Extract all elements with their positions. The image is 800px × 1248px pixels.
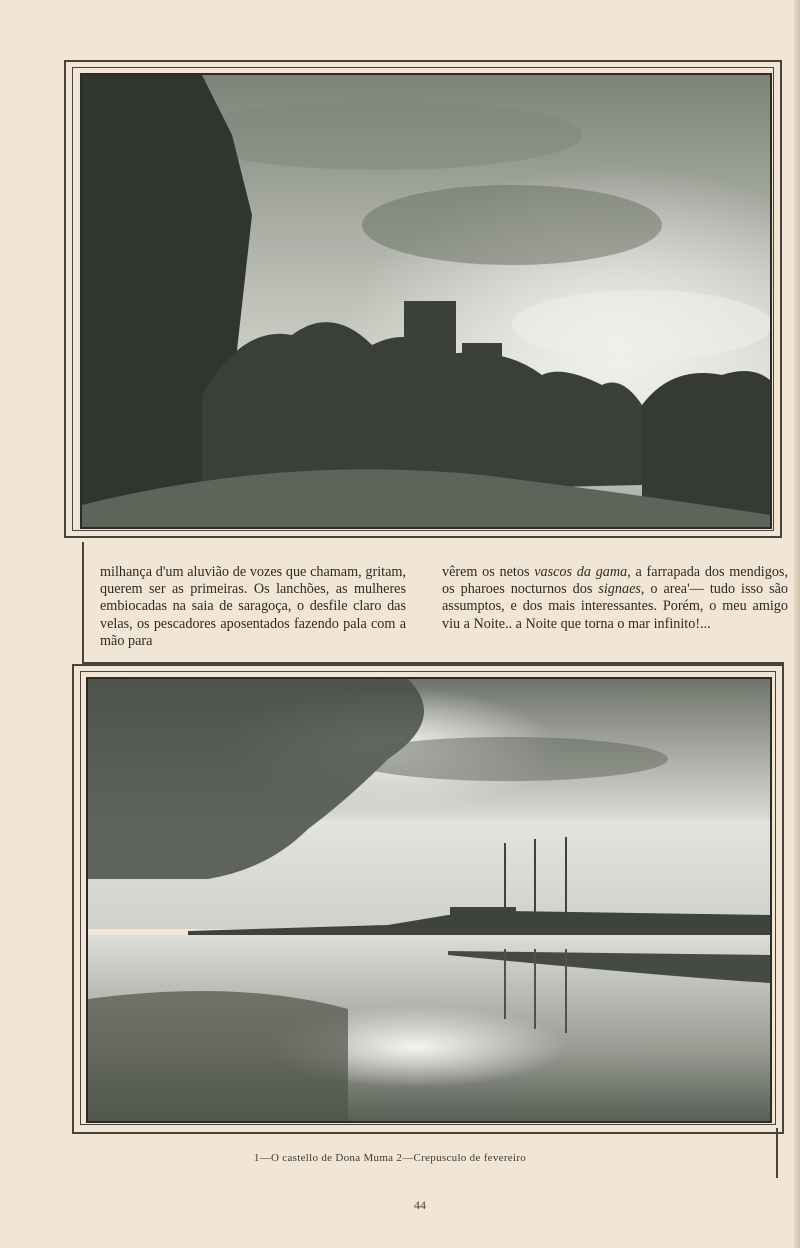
page-edge-shadow — [794, 0, 800, 1248]
text-panel — [82, 542, 788, 664]
harbour-photo — [86, 677, 772, 1123]
photo-caption: 1—O castello de Dona Muma 2—Crepusculo de fevereiro — [253, 1152, 527, 1164]
article-column-right — [442, 564, 788, 633]
page-number: 44 — [414, 1198, 426, 1212]
article-text-right: vêrem os netos vascos da gama, a farrapada dos mendigos, os pharoes nocturnos dos signaes, o area'— tudo isso são assumptos, e dos mais interessantes. Porém, o meu amigo viu a Noite.. a Noite que torna o mar infinito!... — [442, 564, 788, 632]
article-column-left — [100, 564, 406, 650]
article-text-left: milhança d'um aluvião de vozes que chamam, gritam, querem ser as primeiras. Os lanchões, as mulheres embiocadas na saia de saragoça, o desfile claro das velas, os pescadores aposentados fazendo pala com a mão para — [100, 564, 406, 649]
castle-photo — [80, 73, 772, 529]
